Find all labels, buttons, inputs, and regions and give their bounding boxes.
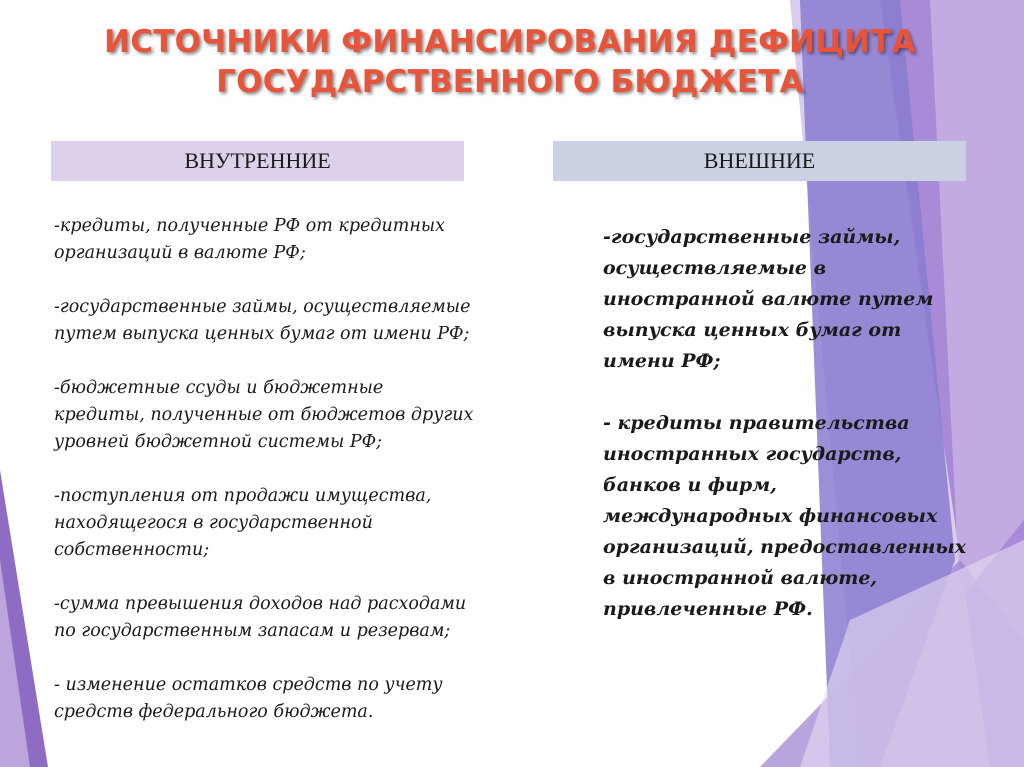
external-item: - кредиты правительства иностранных государств, банков и фирм, международных финансовых организаций, предоставленных в иностранной валюте, привлеченные РФ. [603, 412, 967, 620]
page-title [100, 22, 920, 102]
external-item: -государственные займы, осуществляемые в иностранной валюте путем выпуска ценных бумаг от имени РФ; [603, 226, 934, 372]
internal-item: -поступления от продажи имущества, находящегося в государственной собственности; [54, 486, 432, 560]
internal-item: -сумма превышения доходов над расходами по государственным запасам и резервам; [54, 594, 467, 641]
internal-sources-list [54, 213, 524, 753]
internal-item: -кредиты, полученные РФ от кредитных организаций в валюте РФ; [54, 216, 445, 263]
internal-item: -бюджетные ссуды и бюджетные кредиты, полученные от бюджетов других уровней бюджетной системы РФ; [54, 378, 474, 452]
internal-item: -государственные займы, осуществляемые путем выпуска ценных бумаг от имени РФ; [54, 297, 471, 344]
internal-header: ВНУТРЕННИЕ [51, 141, 464, 181]
page-title-line1: ИСТОЧНИКИ ФИНАНСИРОВАНИЯ ДЕФИЦИТА [104, 24, 916, 60]
external-sources-list [603, 222, 983, 656]
external-header: ВНЕШНИЕ [553, 141, 966, 181]
page-title-line2: ГОСУДАРСТВЕННОГО БЮДЖЕТА [216, 64, 804, 100]
internal-item: - изменение остатков средств по учету средств федерального бюджета. [54, 675, 443, 722]
